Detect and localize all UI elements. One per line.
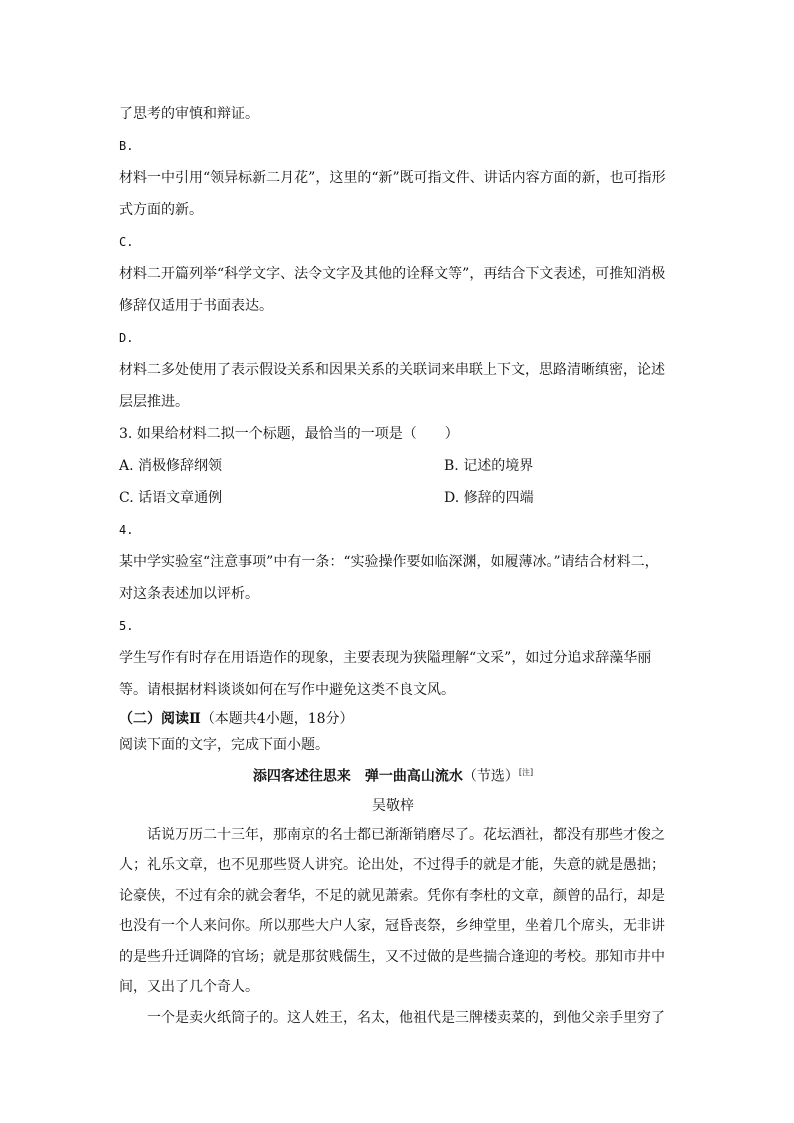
document-page xyxy=(119,98,667,1033)
article-title xyxy=(119,758,667,792)
option-b-text: 材料一中引用“领异标新二月花”，这里的“新”既可指文件、讲话内容方面的新，也可指形式方面的新。 xyxy=(119,170,666,218)
footnote-marker: [注] xyxy=(518,768,534,777)
question-4-text: 某中学实验室“注意事项”中有一条：“实验操作要如临深渊，如履薄冰。”请结合材料二，对这条表述加以评析。 xyxy=(119,554,659,602)
option-marker-c: C. xyxy=(119,235,134,249)
section-head: （二）阅读Ⅱ xyxy=(119,711,201,727)
question-5-text: 学生写作有时存在用语造作的现象，主要表现为狭隘理解“文采”，如过分追求辞藻华丽等。请根据材料谈谈如何在写作中避免这类不良文风。 xyxy=(119,650,652,698)
option-c-text: 材料二开篇列举“科学文字、法令文字及其他的诠释文等”，再结合下文表述，可推知消极修辞仅适用于书面表达。 xyxy=(119,266,666,314)
question-3: 3. 如果给材料二拟一个标题，最恰当的一项是（ ） xyxy=(119,426,459,442)
question-3-options-row-2 xyxy=(119,482,667,514)
q3-option-d: D. 修辞的四端 xyxy=(444,490,534,506)
article-title-text: 添四客述往思来 弹一曲高山流水 xyxy=(252,768,463,785)
option-marker-d: D. xyxy=(119,331,134,345)
question-3-options-row-1 xyxy=(119,450,667,482)
article-title-note: （节选） xyxy=(462,768,519,785)
section-instruction: 阅读下面的文字，完成下面小题。 xyxy=(119,737,329,753)
q3-option-b: B. 记述的境界 xyxy=(444,458,534,474)
option-d-text: 材料二多处使用了表示假设关系和因果关系的关联词来串联上下文，思路清晰缜密，论述层层推进。 xyxy=(119,362,665,410)
question-5-number: 5. xyxy=(119,619,134,633)
section-heading xyxy=(119,706,667,732)
option-marker-b: B. xyxy=(119,139,134,153)
text-line: 了思考的审慎和辩证。 xyxy=(119,106,259,122)
question-4-number: 4. xyxy=(119,523,134,537)
article-paragraph-2: 一个是卖火纸筒子的。这人姓王，名太，他祖代是三牌楼卖菜的，到他父亲手里穷了 xyxy=(147,1009,665,1026)
q3-option-c: C. 话语文章通例 xyxy=(119,490,223,506)
article-paragraph-1: 话说万历二十三年，那南京的名士都已渐渐销磨尽了。花坛酒社，都没有那些才俊之人；礼乐文章，也不见那些贤人讲究。论出处，不过得手的就是才能，失意的就是愚拙；论豪侠，不过有余的就会奢华，不足的就见萧索。凭你有李杜的文章，颜曾的品行，却是也没有一个人来问你。所以那些大户人家，冠昏丧祭，乡绅堂里，坐着几个席头，无非讲的是些升迁调降的官场；就是那贫贱儒生，又不过做的是些揣合逢迎的考校。那知市井中间，又出了几个奇人。 xyxy=(119,826,665,996)
q3-option-a: A. 消极修辞纲领 xyxy=(119,458,223,474)
article-author: 吴敬梓 xyxy=(372,797,414,814)
section-meta: （本题共4小题，18分） xyxy=(200,711,354,727)
